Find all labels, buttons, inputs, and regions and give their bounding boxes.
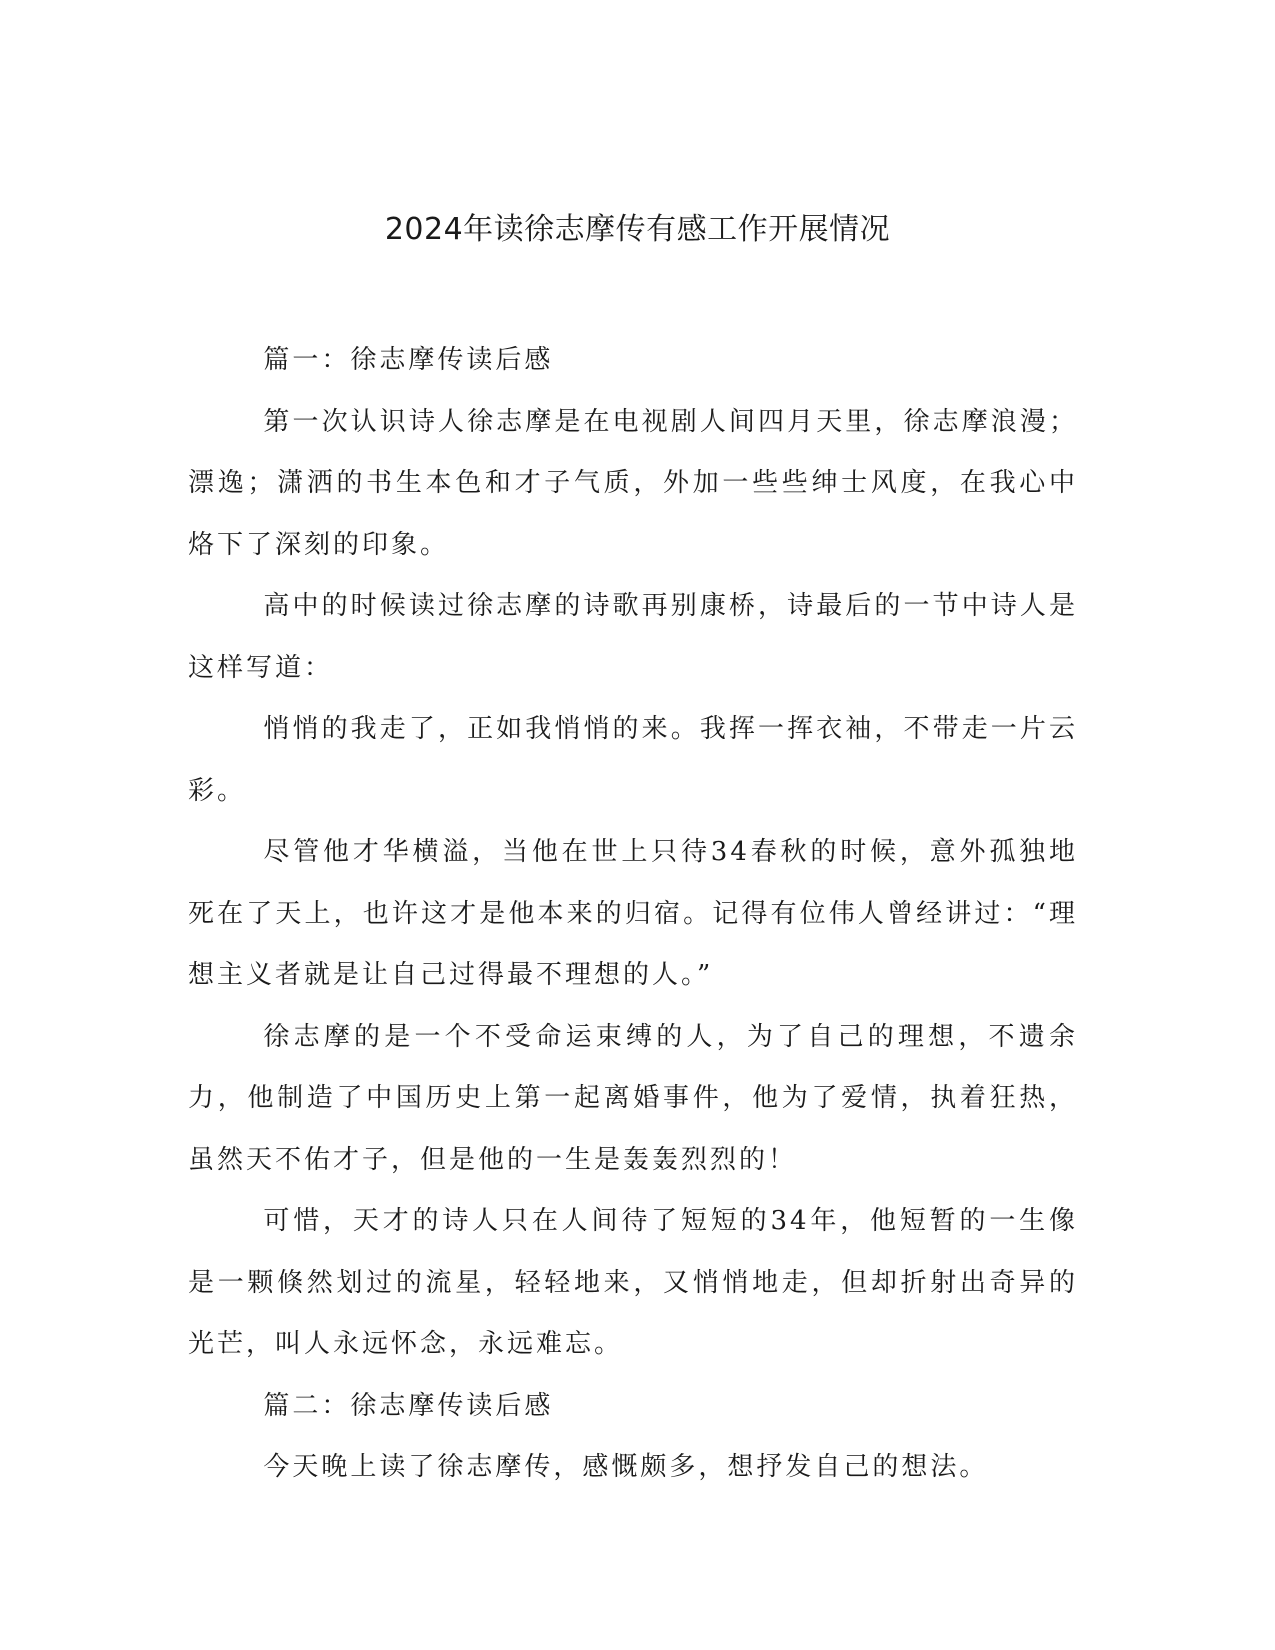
body-paragraph: 尽管他才华横溢，当他在世上只待34春秋的时候，意外孤独地死在了天上，也许这才是他本来的归宿。记得有位伟人曾经讲过：“理想主义者就是让自己过得最不理想的人。” <box>188 837 1078 990</box>
document-title: 2024年读徐志摩传有感工作开展情况 <box>384 212 891 247</box>
section-heading: 篇一：徐志摩传读后感 <box>263 345 554 375</box>
body-paragraph: 徐志摩的是一个不受命运束缚的人，为了自己的理想，不遗余力，他制造了中国历史上第一起离婚事件，他为了爱情，执着狂热，虽然天不佑才子，但是他的一生是轰轰烈烈的！ <box>188 1021 1078 1175</box>
poem-quote-paragraph: 悄悄的我走了，正如我悄悄的来。我挥一挥衣袖，不带走一片云彩。 <box>188 714 1078 806</box>
body-paragraph: 可惜，天才的诗人只在人间待了短短的34年，他短暂的一生像是一颗倏然划过的流星，轻轻地来，又悄悄地走，但却折射出奇异的光芒，叫人永远怀念，永远难忘。 <box>188 1206 1078 1359</box>
document-body <box>188 330 1078 1499</box>
body-paragraph: 今天晚上读了徐志摩传，感慨颇多，想抒发自己的想法。 <box>263 1452 989 1482</box>
section-heading: 篇二：徐志摩传读后感 <box>263 1390 554 1421</box>
body-paragraph: 高中的时候读过徐志摩的诗歌再别康桥，诗最后的一节中诗人是这样写道： <box>188 591 1078 683</box>
body-paragraph: 第一次认识诗人徐志摩是在电视剧人间四月天里，徐志摩浪漫；漂逸；潇洒的书生本色和才子气质，外加一些些绅士风度，在我心中烙下了深刻的印象。 <box>188 406 1078 560</box>
